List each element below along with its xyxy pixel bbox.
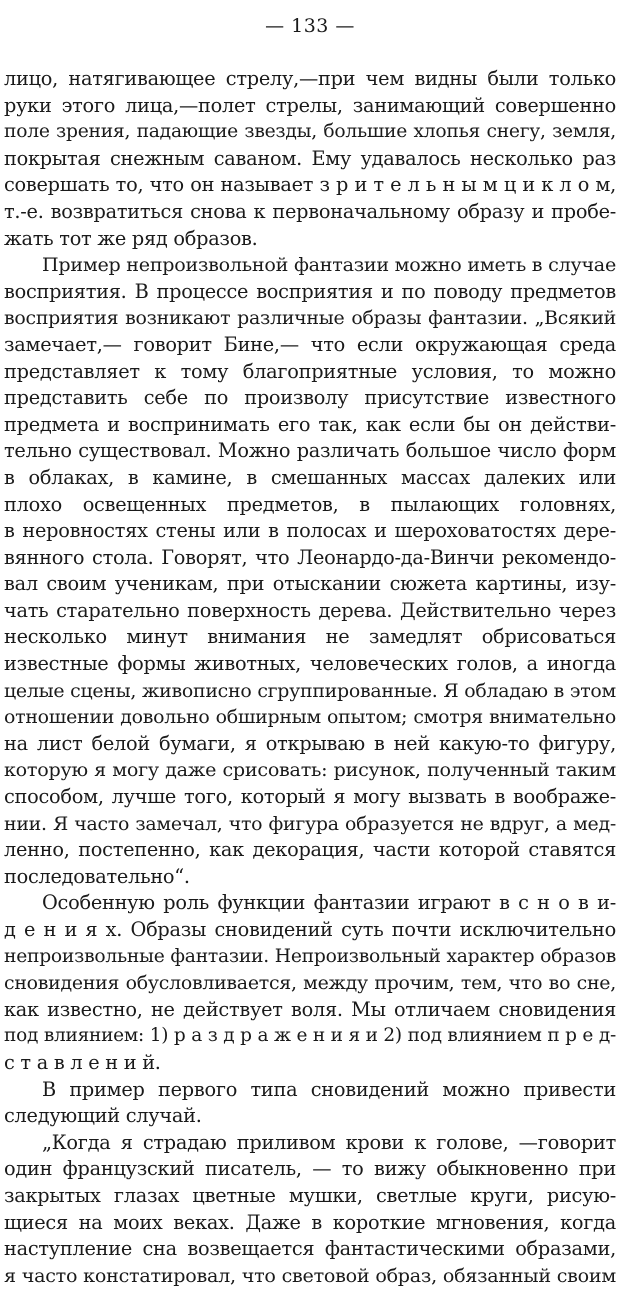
text-line: наступление сна возвещается фантастическими образами, bbox=[4, 1237, 616, 1261]
text-line: один французский писатель, — то вижу обыкновенно при bbox=[4, 1157, 616, 1181]
text-line: чать старательно поверхность дерева. Действительно через bbox=[4, 598, 616, 622]
text-line: как известно, не действует воля. Мы отличаем сновидения bbox=[4, 997, 616, 1021]
text-line: Пример непроизвольной фантазии можно иметь в случае bbox=[42, 253, 616, 277]
text-line: в облаках, в камине, в смешанных массах далеких или bbox=[4, 465, 616, 489]
text-line: Особенную роль функции фантазии играют в с н о в и- bbox=[42, 891, 616, 915]
text-line: восприятия возникают различные образы фантазии. „Всякий bbox=[4, 307, 616, 330]
text-line: представляет к тому благоприятные условия, то можно bbox=[4, 359, 616, 383]
text-line: несколько минут внимания не замедлят обрисоваться bbox=[4, 625, 616, 649]
text-line: в неровностях стены или в полосах и шероховатостях дере- bbox=[4, 519, 616, 543]
text-line: щиеся на моих веках. Даже в короткие мгновения, когда bbox=[4, 1210, 616, 1234]
text-line: тельно существовал. Можно различать большое число форм bbox=[4, 439, 616, 463]
text-line: поле зрения, падающие звезды, большие хлопья снегу, земля, bbox=[4, 121, 616, 143]
text-line: на лист белой бумаги, я открываю в ней какую-то фигуру, bbox=[4, 731, 616, 755]
text-line: нии. Я часто замечал, что фигура образуется не вдруг, а мед- bbox=[4, 812, 616, 835]
text-line: закрытых глазах цветные мушки, светлые круги, рисую- bbox=[4, 1183, 616, 1207]
text-line: я часто констатировал, что световой образ, обязанный своим bbox=[4, 1263, 616, 1287]
text-line: следующий случай. bbox=[4, 1104, 202, 1128]
text-line: представить себе по произволу присутствие известного bbox=[4, 386, 616, 410]
text-line: руки этого лица,—полет стрелы, занимающий совершенно bbox=[4, 93, 616, 117]
text-line: лицо, натягивающее стрелу,—при чем видны были только bbox=[4, 67, 616, 90]
text-line: вал своим ученикам, при отыскании сюжета картины, изу- bbox=[4, 572, 616, 596]
text-line: вянного стола. Говорят, что Леонардо-да-Винчи рекомендо- bbox=[4, 545, 616, 569]
text-line: жать тот же ряд образов. bbox=[4, 226, 258, 250]
text-line: способом, лучше того, который я могу вызвать в воображе- bbox=[4, 785, 616, 809]
text-line: последовательно“. bbox=[4, 864, 190, 888]
text-line: отношении довольно обширным опытом; смотря внимательно bbox=[4, 706, 616, 729]
body-text bbox=[4, 66, 616, 1289]
text-line: непроизвольные фантазии. Непроизвольный характер образов bbox=[4, 945, 616, 967]
text-line: В пример первого типа сновидений можно привести bbox=[42, 1077, 616, 1101]
text-line: „Когда я страдаю приливом крови к голове, —говорит bbox=[42, 1130, 616, 1154]
text-line: с т а в л е н и й. bbox=[4, 1050, 161, 1074]
text-line: под влиянием: 1) р а з д р а ж е н и я и 2) под влиянием п р е д- bbox=[4, 1025, 616, 1047]
text-line: восприятия. В процессе восприятия и по поводу предметов bbox=[4, 279, 616, 303]
text-line: плохо освещенных предметов, в пылающих головнях, bbox=[4, 492, 616, 516]
page-number: — 133 — bbox=[265, 15, 355, 37]
text-line: целые сцены, живописно сгруппированные. Я обладаю в этом bbox=[4, 679, 616, 702]
text-line: известные формы животных, человеческих голов, а иногда bbox=[4, 652, 616, 676]
text-line: покрытая снежным саваном. Ему удавалось несколько раз bbox=[4, 146, 616, 170]
text-line: замечает,— говорит Бине,— что если окружающая среда bbox=[4, 332, 616, 356]
text-line: ленно, постепенно, как декорация, части которой ставятся bbox=[4, 838, 616, 862]
text-line: т.-е. возвратиться снова к первоначальному образу и пробе- bbox=[4, 199, 616, 223]
text-line: д е н и я х. Образы сновидений суть почти исключительно bbox=[4, 918, 616, 941]
text-line: совершать то, что он называет з р и т е л ь н ы м ц и к л о м, bbox=[4, 173, 616, 197]
text-line: предмета и воспринимать его так, как если бы он действи- bbox=[4, 412, 616, 436]
text-line: сновидения обусловливается, между прочим, тем, что во сне, bbox=[4, 972, 616, 995]
text-line: которую я могу даже срисовать: рисунок, полученный таким bbox=[4, 758, 616, 782]
